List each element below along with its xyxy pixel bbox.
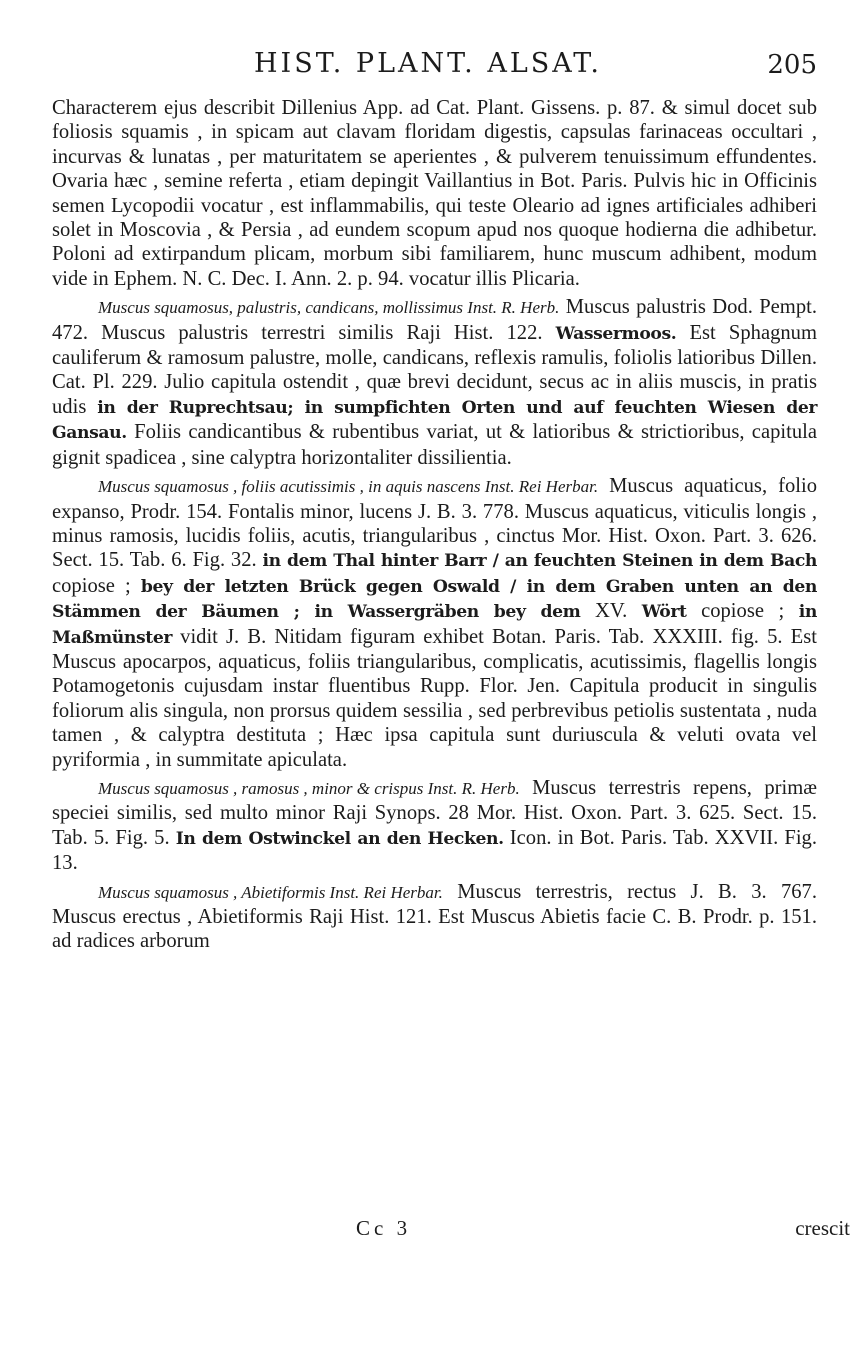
species-lemma: Muscus squamosus , foliis acutissimis , in aquis nascens Inst. Rei Herbar. [98, 477, 599, 497]
text-entry [52, 295, 817, 470]
body-text [52, 96, 817, 954]
latin-text: Est Sphagnum cauliferum & ramosum palustre, molle, candicans, reflexis ramulis, foliolis latioribus Dillen. Cat. Pl. 229. Julio capitula ostendit , quæ brevi decidunt, secus ac in aliis muscis, in pratis udis [52, 321, 817, 418]
species-lemma: Muscus squamosus , Abietiformis Inst. Rei Herbar. [98, 882, 443, 902]
species-lemma: Muscus squamosus, palustris, candicans, mollissimus Inst. R. Herb. [98, 298, 560, 318]
signature-mark: Cc 3 [356, 1216, 412, 1240]
blackletter-text: Wört [641, 602, 687, 623]
blackletter-text: in Maßmünster [52, 602, 817, 648]
book-page [52, 42, 817, 954]
latin-text: Muscus terrestris repens, primæ speciei similis, sed multo minor Raji Synops. 28 Mor. Hist. Oxon. Part. 3. 625. Sect. 15. Tab. 5. Fig. 5. [52, 776, 817, 849]
text-entry [52, 880, 817, 954]
latin-text: copiose ; [52, 574, 141, 597]
latin-text: Muscus aquaticus, folio expanso, Prodr. 154. Fontalis minor, lucens J. B. 3. 778. Muscus aquaticus, viticulis longis , minus ramosis, lucidis foliis, acutis, triangularibus , cinctus Mor. Hist. Oxon. Part. 3. 626. Sect. 15. Tab. 6. Fig. 32. [52, 475, 817, 572]
latin-text: Foliis candicantibus & rubentibus variat, ut & latioribus & strictioribus, capitula gignit spadicea , sine calyptra horizontaliter dissilientia. [52, 421, 817, 469]
latin-text: vidit J. B. Nitidam figuram exhibet Botan. Paris. Tab. XXXIII. fig. 5. Est Muscus apocarpos, aquaticus, foliis triangularibus, complicatis, acutissimis, flagellis longis Potamogetonis cujusdam instar fluentibus Rupp. Flor. Jen. Capitula producit in singulis foliorum alis singula, non prorsus quidem sessilia , sed perbrevibus petiolis sustentata , nuda tamen , & calyptra destituta ; Hæc ipsa capitula sunt duriuscula & veluti ovata vel pyriformia , in summitate apiculata. [52, 625, 817, 771]
text-entry [52, 776, 817, 876]
blackletter-text: Wassermoos. [555, 323, 677, 344]
latin-text: Muscus palustris Dod. Pempt. 472. Muscus palustris terrestri similis Raji Hist. 122. [52, 296, 817, 344]
blackletter-text: in der Ruprechtsau; in sumpfichten Orten und auf feuchten Wiesen der Gansau. [52, 397, 818, 444]
blackletter-text: bey der letzten Brück gegen Oswald / in dem Graben unten an den Stämmen der Bäumen ; in Wassergräben bey dem [52, 576, 817, 623]
text-entry [52, 474, 817, 772]
latin-text: Icon. in Bot. Paris. Tab. XXVII. Fig. 13. [52, 826, 817, 875]
running-title: HIST. PLANT. ALSAT. [254, 48, 602, 79]
latin-text: Muscus terrestris, rectus J. B. 3. 767. Muscus erectus , Abietiformis Raji Hist. 121. Est Muscus Abietis facie C. B. Prodr. p. 151. ad radices arborum [52, 880, 817, 953]
blackletter-text: in dem Thal hinter Barr / an feuchten Steinen in dem Bach [262, 551, 818, 572]
running-head [52, 42, 817, 96]
catchword: crescit [795, 1216, 850, 1240]
latin-text: XV. [580, 600, 642, 623]
text-entry [52, 96, 817, 291]
species-lemma: Muscus squamosus , ramosus , minor & crispus Inst. R. Herb. [98, 778, 520, 798]
latin-text: copiose ; [686, 600, 799, 623]
blackletter-text: In dem Ostwinckel an den Hecken. [175, 828, 504, 849]
page-number: 205 [767, 50, 817, 80]
latin-text: Characterem ejus describit Dillenius App. ad Cat. Plant. Gissens. p. 87. & simul docet sub foliosis squamis , in spicam aut clavam floridam digestis, capsulas farinaceas occultari , incurvas & lunatas , per maturitatem se aperientes , & pulverem tenuissimum effundentes. Ovaria hæc , semine referta , etiam depingit Vaillantius in Bot. Paris. Pulvis hic in Officinis semen Lycopodii vocatur , est inflammabilis, qui teste Oleario ad ignes artificiales adhiberi solet in Moscovia , & Persia , ad eundem scopum apud nos quoque hodierna die adhibetur. Poloni ad extirpandum plicam, morbum sibi familiarem, hunc muscum adhibent, modum vide in Ephem. N. C. Dec. I. Ann. 2. p. 94. vocatur illis Plicaria. [52, 97, 817, 290]
